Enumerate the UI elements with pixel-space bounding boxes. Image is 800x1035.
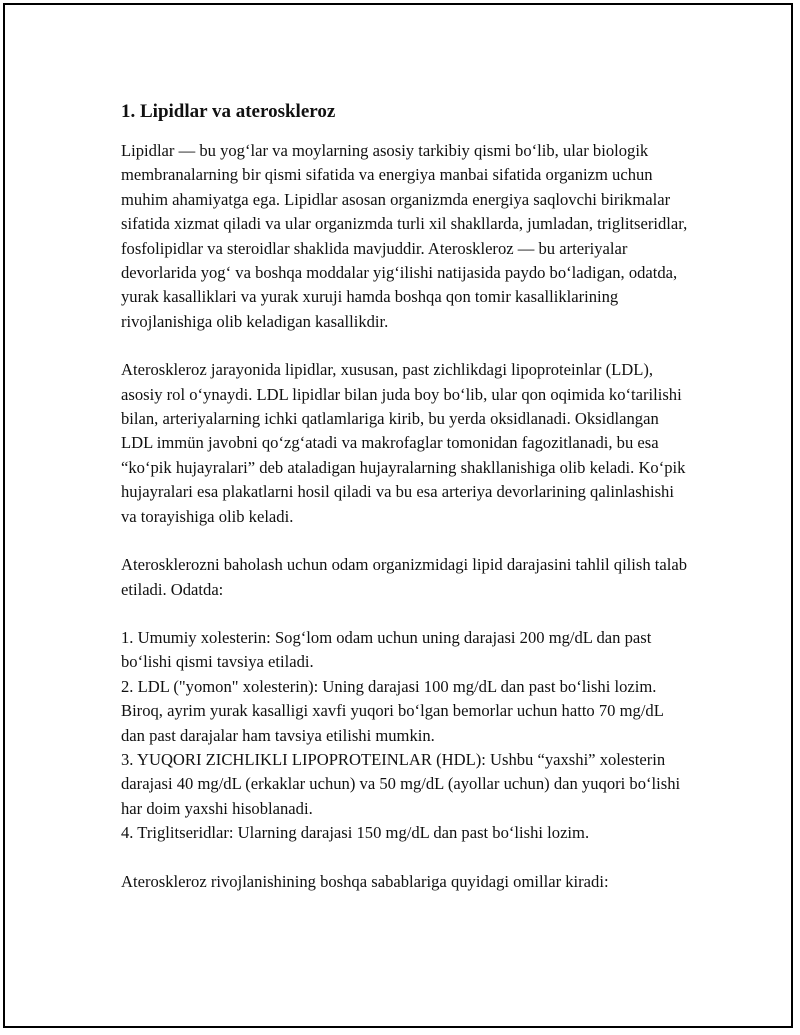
paragraph-gap [121,334,691,358]
list-item: 2. LDL ("yomon" xolesterin): Uning darajasi 100 mg/dL dan past bo‘lishi lozim. Biroq, ayrim yurak kasalligi xavfi yuqori bo‘lgan bemorlar uchun hatto 70 mg/dL dan past darajalar ham tavsiya etilishi mumkin. [121,676,664,745]
list-item: 4. Triglitseridlar: Ularning darajasi 150 mg/dL dan past bo‘lishi lozim. [121,823,590,843]
paragraph-other-causes: Ateroskleroz rivojlanishining boshqa sabablariga quyidagi omillar kiradi: [121,871,609,891]
lipid-levels-list [121,626,691,846]
paragraph-gap [121,846,691,870]
paragraph-gap [121,602,691,626]
document-page [3,3,793,1028]
section-heading: 1. Lipidlar va ateroskleroz [121,101,336,122]
list-item: 3. YUQORI ZICHLIKLI LIPOPROTEINLAR (HDL): Ushbu “yaxshi” xolesterin darajasi 40 mg/dL (erkaklar uchun) va 50 mg/dL (ayollar uchun) dan yuqori bo‘lishi har doim yaxshi hisoblanadi. [121,749,681,818]
list-item: 1. Umumiy xolesterin: Sog‘lom odam uchun uning darajasi 200 mg/dL dan past bo‘lishi qismi tavsiya etiladi. [121,627,652,672]
document-body [121,99,691,894]
paragraph-lipids-intro: Lipidlar — bu yog‘lar va moylarning asosiy tarkibiy qismi bo‘lib, ular biologik membranalarning bir qismi sifatida va energiya manbai sifatida organizm uchun muhim ahamiyatga ega. Lipidlar asosan organizmda energiya saqlovchi birikmalar sifatida xizmat qiladi va ular organizmda turli xil shakllarda, jumladan, triglitseridlar, fosfolipidlar va steroidlar shaklida mavjuddir. Ateroskleroz — bu arteriyalar devorlarida yog‘ va boshqa moddalar yig‘ilishi natijasida paydo bo‘ladigan, odatda, yurak kasalliklari va yurak xuruji hamda boshqa qon tomir kasalliklarining rivojlanishiga olib keladigan kasallikdir. [121,141,688,331]
paragraph-atherosclerosis-process: Ateroskleroz jarayonida lipidlar, xususan, past zichlikdagi lipoproteinlar (LDL), asosiy rol o‘ynaydi. LDL lipidlar bilan juda boy bo‘lib, ular qon oqimida ko‘tarilishi bilan, arteriyalarning ichki qatlamlariga kirib, bu yerda oksidlanadi. Oksidlangan LDL immün javobni qo‘zg‘atadi va makrofaglar tomonidan fagozitlanadi, bu esa “ko‘pik hujayralari” deb ataladigan hujayralarning shakllanishiga olib keladi. Ko‘pik hujayralari esa plakatlarni hosil qiladi va bu esa arteriya devorlarining qalinlashishi va torayishiga olib keladi. [121,360,686,526]
paragraph-gap [121,529,691,553]
paragraph-assessment-intro: Aterosklerozni baholash uchun odam organizmidagi lipid darajasini tahlil qilish talab etiladi. Odatda: [121,555,688,599]
